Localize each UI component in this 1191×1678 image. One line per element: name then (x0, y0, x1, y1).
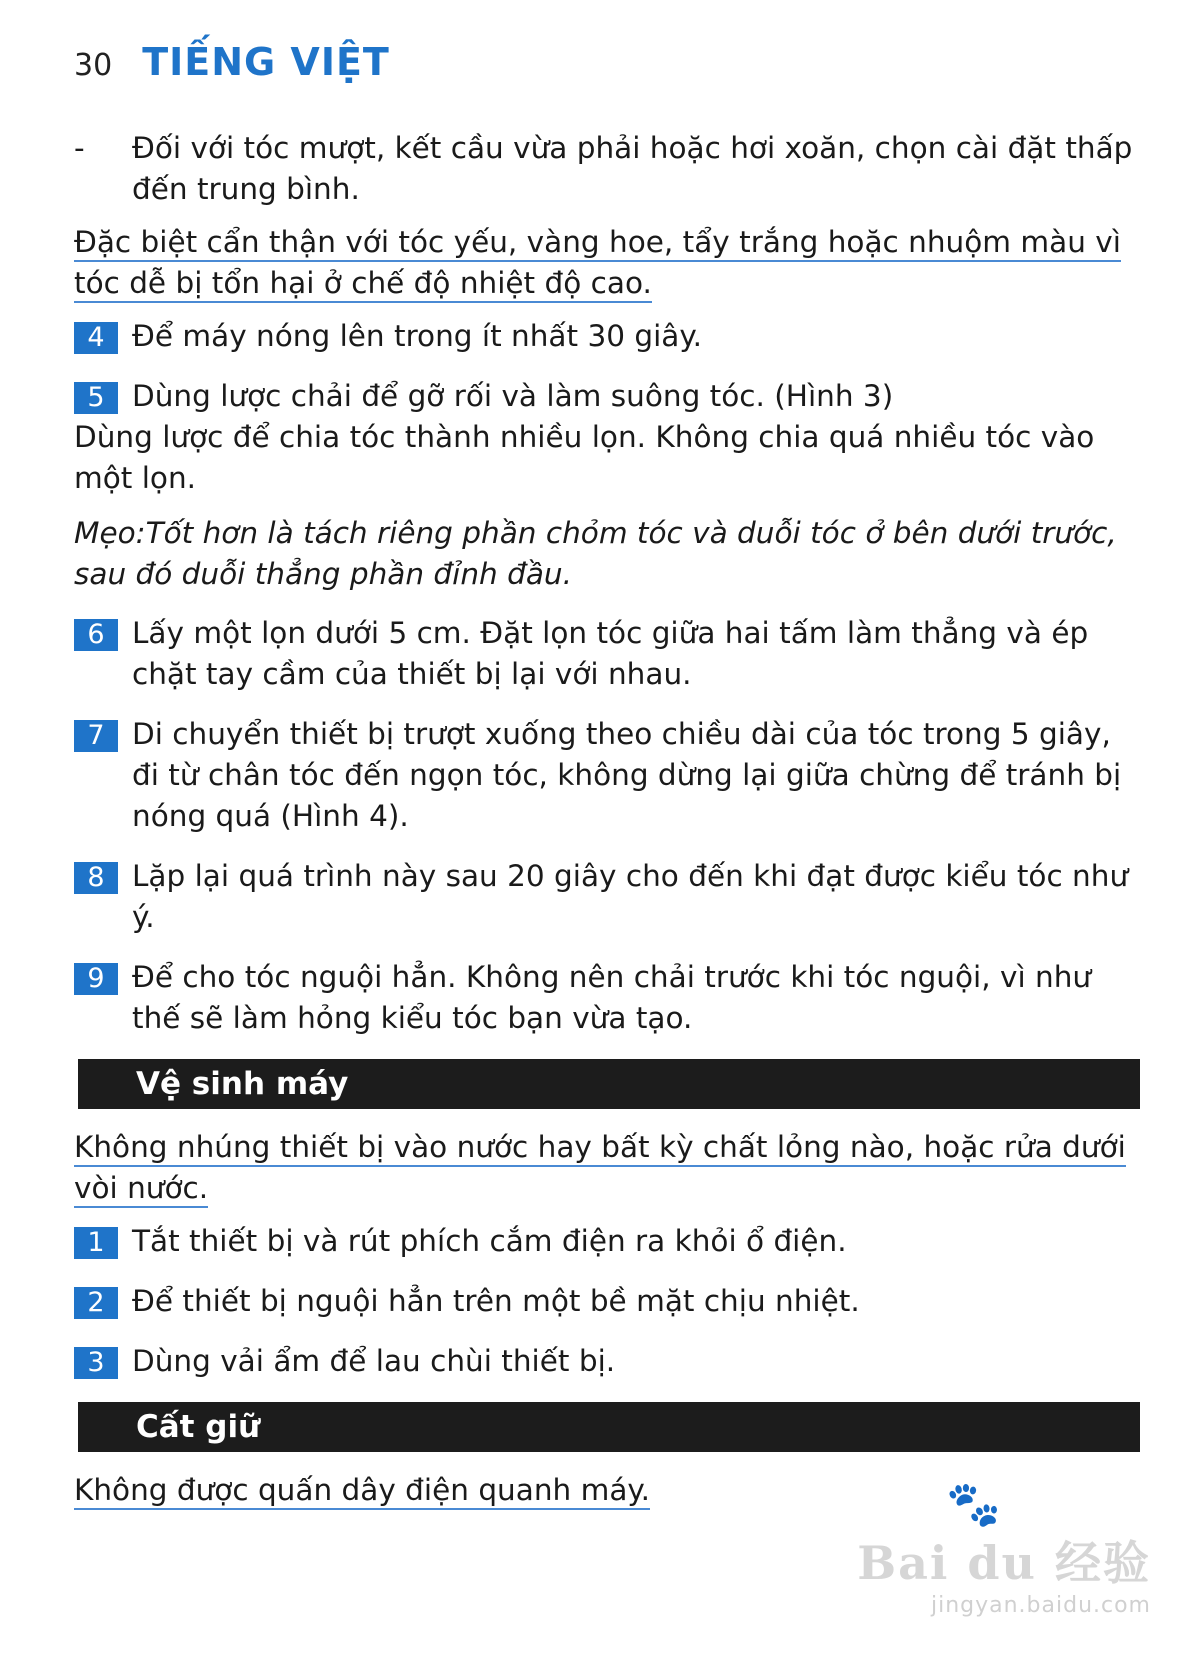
step-number-badge: 3 (74, 1347, 118, 1379)
bullet-item (74, 128, 1134, 210)
step-text: Để máy nóng lên trong ít nhất 30 giây. (132, 319, 702, 353)
step-item (74, 1341, 1134, 1382)
step-number-badge: 9 (74, 963, 118, 995)
dash-mark: - (74, 131, 85, 165)
bullet-text: Đối với tóc mượt, kết cầu vừa phải hoặc hơi xoăn, chọn cài đặt thấp đến trung bình. (132, 131, 1133, 206)
step-item (74, 856, 1134, 938)
step-number-badge: 7 (74, 720, 118, 752)
page-content (74, 128, 1134, 1523)
page-number: 30 (74, 48, 113, 83)
step-text: Dùng vải ẩm để lau chùi thiết bị. (132, 1344, 616, 1378)
step-item (74, 376, 1134, 417)
section-heading-storage: Cất giữ (78, 1402, 1140, 1452)
step-number-badge: 5 (74, 382, 118, 414)
watermark-url: jingyan.baidu.com (930, 1593, 1151, 1618)
step-number-badge: 6 (74, 619, 118, 651)
step-item (74, 957, 1134, 1039)
step-item (74, 1281, 1134, 1322)
step-text: Để thiết bị nguội hẳn trên một bề mặt chịu nhiệt. (132, 1284, 860, 1318)
step-number-badge: 2 (74, 1287, 118, 1319)
warning-text: Không nhúng thiết bị vào nước hay bất kỳ chất lỏng nào, hoặc rửa dưới vòi nước. (74, 1130, 1126, 1208)
warning-text: Đặc biệt cẩn thận với tóc yếu, vàng hoe, tẩy trắng hoặc nhuộm màu vì tóc dễ bị tổn hại ở chế độ nhiệt độ cao. (74, 225, 1121, 303)
warning-block (74, 1127, 1134, 1209)
section-heading-cleaning: Vệ sinh máy (78, 1059, 1140, 1109)
step-number-badge: 4 (74, 322, 118, 354)
step-item (74, 714, 1134, 837)
paw-icon: 🐾 (946, 1479, 1001, 1530)
language-title: TIẾNG VIỆT (142, 40, 390, 84)
baidu-watermark (857, 1479, 1151, 1618)
tip-text: Mẹo:Tốt hơn là tách riêng phần chỏm tóc và duỗi tóc ở bên dưới trước, sau đó duỗi thẳng phần đỉnh đầu. (74, 516, 1117, 591)
step-text: Lấy một lọn dưới 5 cm. Đặt lọn tóc giữa hai tấm làm thẳng và ép chặt tay cầm của thiết bị lại với nhau. (132, 616, 1089, 691)
page-header (74, 40, 390, 84)
warning-block (74, 222, 1134, 304)
step-note: Dùng lược để chia tóc thành nhiều lọn. Không chia quá nhiều tóc vào một lọn. (74, 420, 1095, 495)
step-item (74, 316, 1134, 357)
warning-text: Không được quấn dây điện quanh máy. (74, 1473, 650, 1510)
step-text: Lặp lại quá trình này sau 20 giây cho đến khi đạt được kiểu tóc như ý. (132, 859, 1129, 934)
step-number-badge: 1 (74, 1227, 118, 1259)
step-text: Tắt thiết bị và rút phích cắm điện ra khỏi ổ điện. (132, 1224, 847, 1258)
step-text: Di chuyển thiết bị trượt xuống theo chiều dài của tóc trong 5 giây, đi từ chân tóc đến ngọn tóc, không dừng lại giữa chừng để tránh bị nóng quá (Hình 4). (132, 717, 1122, 833)
step-number-badge: 8 (74, 862, 118, 894)
step-text: Dùng lược chải để gỡ rối và làm suông tóc. (Hình 3) (132, 379, 894, 413)
step-text: Để cho tóc nguội hẳn. Không nên chải trước khi tóc nguội, vì như thế sẽ làm hỏng kiểu tóc bạn vừa tạo. (132, 960, 1092, 1035)
step-item (74, 613, 1134, 695)
watermark-logo-text: Bai du 经验 (857, 1536, 1151, 1590)
step-item (74, 1221, 1134, 1262)
